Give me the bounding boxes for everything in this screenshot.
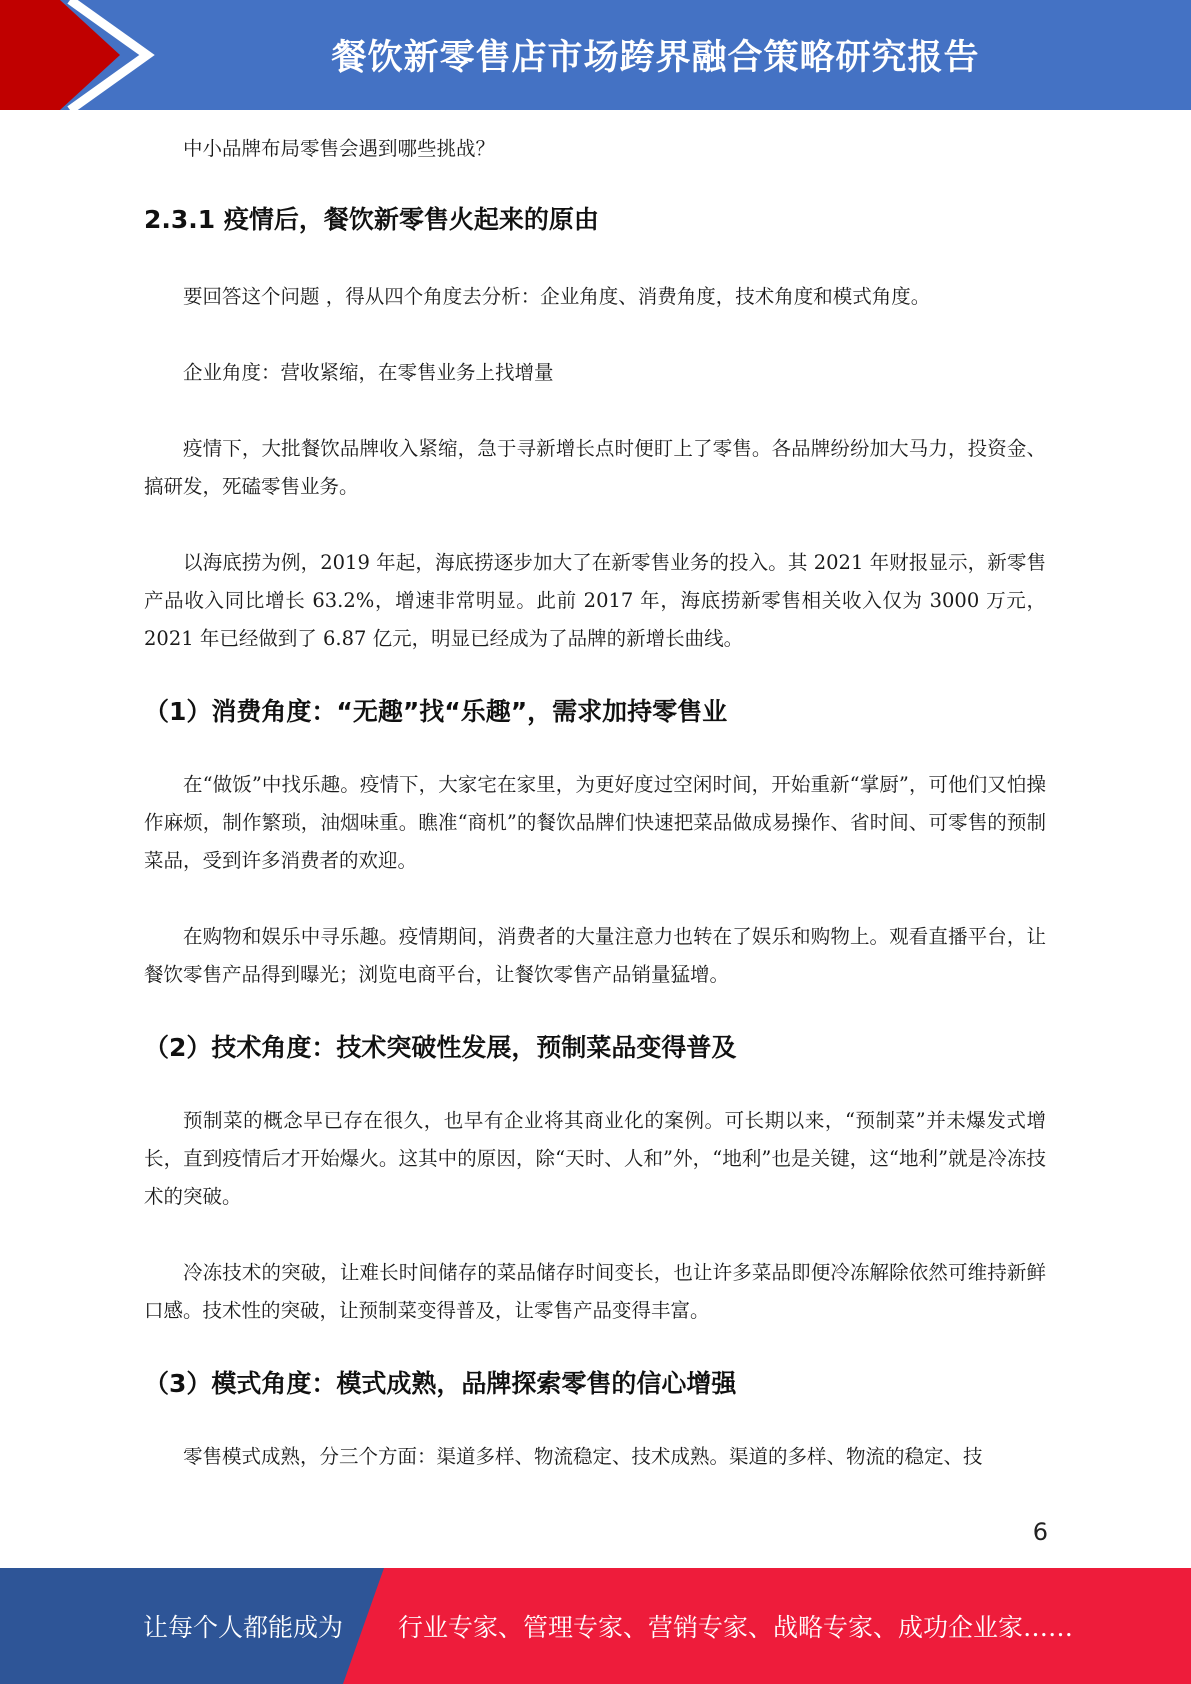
- heading-technology: （2）技术角度：技术突破性发展，预制菜品变得普及: [144, 1033, 737, 1062]
- paragraph-model: 零售模式成熟，分三个方面：渠道多样、物流稳定、技术成熟。渠道的多样、物流的稳定、技: [183, 1445, 983, 1468]
- page-footer: [0, 1568, 1191, 1684]
- heading-consumption: （1）消费角度：“无趣”找“乐趣”，需求加持零售业: [144, 697, 728, 726]
- paragraph-shopping: 在购物和娱乐中寻乐趣。疫情期间，消费者的大量注意力也转在了娱乐和购物上。观看直播平台，让餐饮零售产品得到曝光；浏览电商平台，让餐饮零售产品销量猛增。: [144, 925, 1046, 986]
- section-heading: 2.3.1 疫情后，餐饮新零售火起来的原由: [144, 205, 599, 234]
- paragraph-haidilao: 以海底捞为例，2019 年起，海底捞逐步加大了在新零售业务的投入。其 2021 年财报显示，新零售产品收入同比增长 63.2%，增速非常明显。此前 2017 年，海底捞新零售相关收入仅为 3000 万元，2021 年已经做到了 6.87 亿元，明显已经成为了品牌的新增长曲线。: [144, 551, 1046, 650]
- page-number: 6: [1032, 1518, 1048, 1546]
- paragraph-freezing: 冷冻技术的突破，让难长时间储存的菜品储存时间变长，也让许多菜品即便冷冻解除依然可维持新鲜口感。技术性的突破，让预制菜变得普及，让零售产品变得丰富。: [144, 1261, 1046, 1322]
- page-header: [0, 0, 1191, 110]
- paragraph-prepared-food: 预制菜的概念早已存在很久，也早有企业将其商业化的案例。可长期以来，“预制菜”并未爆发式增长，直到疫情后才开始爆火。这其中的原因，除“天时、人和”外，“地利”也是关键，这“地利”就是冷冻技术的突破。: [144, 1109, 1046, 1208]
- header-title: 餐饮新零售店市场跨界融合策略研究报告: [331, 38, 980, 78]
- paragraph-answer: 要回答这个问题 ，得从四个角度去分析：企业角度、消费角度，技术角度和模式角度。: [183, 285, 931, 308]
- footer-slogan-right: 行业专家、管理专家、营销专家、战略专家、成功企业家……: [398, 1613, 1074, 1642]
- paragraph-cooking: 在“做饭”中找乐趣。疫情下，大家宅在家里，为更好度过空闲时间，开始重新“掌厨”，可他们又怕操作麻烦，制作繁琐，油烟味重。瞧准“商机”的餐饮品牌们快速把菜品做成易操作、省时间、可零售的预制菜品，受到许多消费者的欢迎。: [144, 773, 1046, 872]
- intro-question: 中小品牌布局零售会遇到哪些挑战？: [183, 137, 496, 160]
- heading-model: （3）模式角度：模式成熟，品牌探索零售的信心增强: [144, 1369, 737, 1398]
- paragraph-enterprise-title: 企业角度：营收紧缩，在零售业务上找增量: [183, 361, 554, 384]
- paragraph-enterprise-body: 疫情下，大批餐饮品牌收入紧缩，急于寻新增长点时便盯上了零售。各品牌纷纷加大马力，投资金、搞研发，死磕零售业务。: [144, 437, 1046, 498]
- footer-slogan-left: 让每个人都能成为: [143, 1613, 344, 1642]
- document-body: [144, 130, 1046, 1476]
